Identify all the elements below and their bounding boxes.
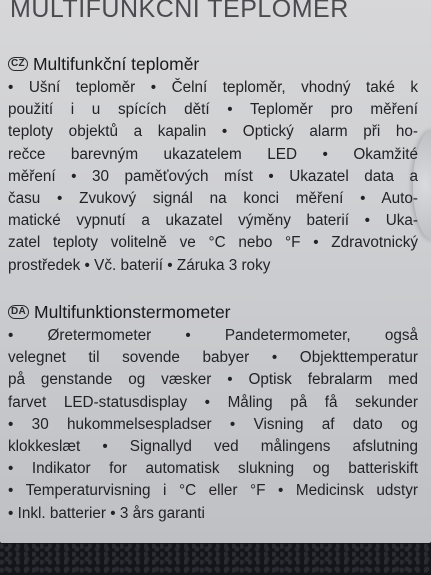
text-line: • Inkl. batterier • 3 års garanti	[8, 504, 205, 522]
section-body	[8, 77, 418, 277]
text-line: farvet LED-statusdisplay • Måling på få sekunder	[8, 393, 418, 411]
text-line: rečce barevným ukazatelem LED • Okamžité	[8, 145, 418, 163]
text-line: teploty objektů a kapalin • Optický alarm při ho-	[8, 123, 418, 141]
language-badge-da: DA	[8, 305, 29, 319]
language-badge-cz: CZ	[8, 57, 28, 71]
text-line: • Indikator for automatisk slukning og batteriskift	[8, 460, 418, 478]
background-fabric	[0, 543, 431, 575]
text-line: • Ušní teploměr • Čelní teploměr, vhodný také k	[8, 79, 418, 96]
text-line: på genstande og væsker • Optisk febralarm med	[8, 371, 418, 389]
text-line: • Øretermometer • Pandetermometer, også	[8, 327, 418, 344]
text-line: • Temperaturvisning i °C eller °F • Medicinsk udstyr	[8, 482, 418, 500]
text-line: použití i u spících dětí • Teploměr pro měření	[8, 101, 418, 119]
text-line: • 30 hukommelsespladser • Visning af dato og	[8, 415, 418, 433]
section-heading-row	[8, 300, 418, 324]
section-cz	[8, 52, 418, 277]
text-line: matické vypnutí a ukazatel výměny baterií • Uka-	[8, 212, 418, 230]
text-line: velegnet til sovende babyer • Objekttemperatur	[8, 349, 418, 367]
section-heading-row	[8, 52, 418, 76]
section-da	[8, 300, 418, 525]
text-line: času • Zvukový signál na konci měření • Auto-	[8, 190, 418, 208]
text-line: měření • 30 paměťových míst • Ukazatel data a	[8, 167, 418, 185]
section-body	[8, 325, 418, 525]
text-line: klokkeslæt • Signallyd ved målingens afslutning	[8, 438, 418, 456]
page-title: MULTIFUNKCNI TEPLOMER	[10, 0, 349, 23]
text-line: zatel teploty volitelně ve °C nebo °F • Zdravotnický	[8, 234, 418, 252]
text-line: prostředek • Vč. baterií • Záruka 3 roky	[8, 256, 271, 274]
section-heading: Multifunktionstermometer	[34, 301, 231, 322]
section-heading: Multifunkční teploměr	[32, 53, 200, 74]
